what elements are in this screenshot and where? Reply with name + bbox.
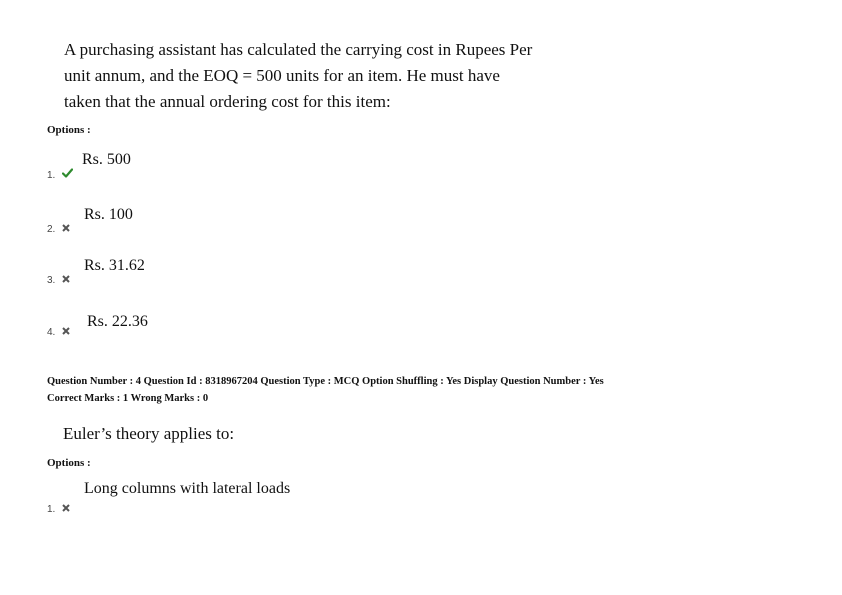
option-text: Rs. 31.62 [84, 257, 145, 274]
question-text [64, 37, 532, 115]
question-text: Euler’s theory applies to: [63, 424, 235, 443]
option-marker [47, 499, 70, 517]
option-marker [47, 270, 70, 288]
question-meta: Question Number : 4 Question Id : 8318967204 Question Type : MCQ Option Shuffling : Yes Display Question Number : Yes [47, 376, 604, 387]
option-text: Rs. 500 [82, 151, 131, 168]
options-label: Options : [47, 457, 91, 469]
option-text: Rs. 100 [84, 206, 133, 223]
question-line: unit annum, and the EOQ = 500 units for an item. He must have [64, 66, 500, 85]
option-marker [47, 165, 73, 183]
cross-icon [62, 499, 70, 517]
options-label: Options : [47, 124, 91, 136]
option-number: 1. [47, 504, 56, 515]
option-marker [47, 322, 70, 340]
cross-icon [62, 219, 70, 237]
cross-icon [62, 270, 70, 288]
option-text: Rs. 22.36 [87, 313, 148, 330]
question-line: A purchasing assistant has calculated the carrying cost in Rupees Per [64, 40, 533, 59]
marks-meta: Correct Marks : 1 Wrong Marks : 0 [47, 393, 209, 404]
option-text: Long columns with lateral loads [84, 480, 291, 497]
option-number: 1. [47, 170, 56, 181]
option-number: 2. [47, 224, 56, 235]
option-marker [47, 219, 70, 237]
check-icon [62, 165, 73, 183]
question-line: taken that the annual ordering cost for this item: [64, 92, 391, 111]
option-number: 4. [47, 327, 56, 338]
option-number: 3. [47, 275, 56, 286]
cross-icon [62, 322, 70, 340]
